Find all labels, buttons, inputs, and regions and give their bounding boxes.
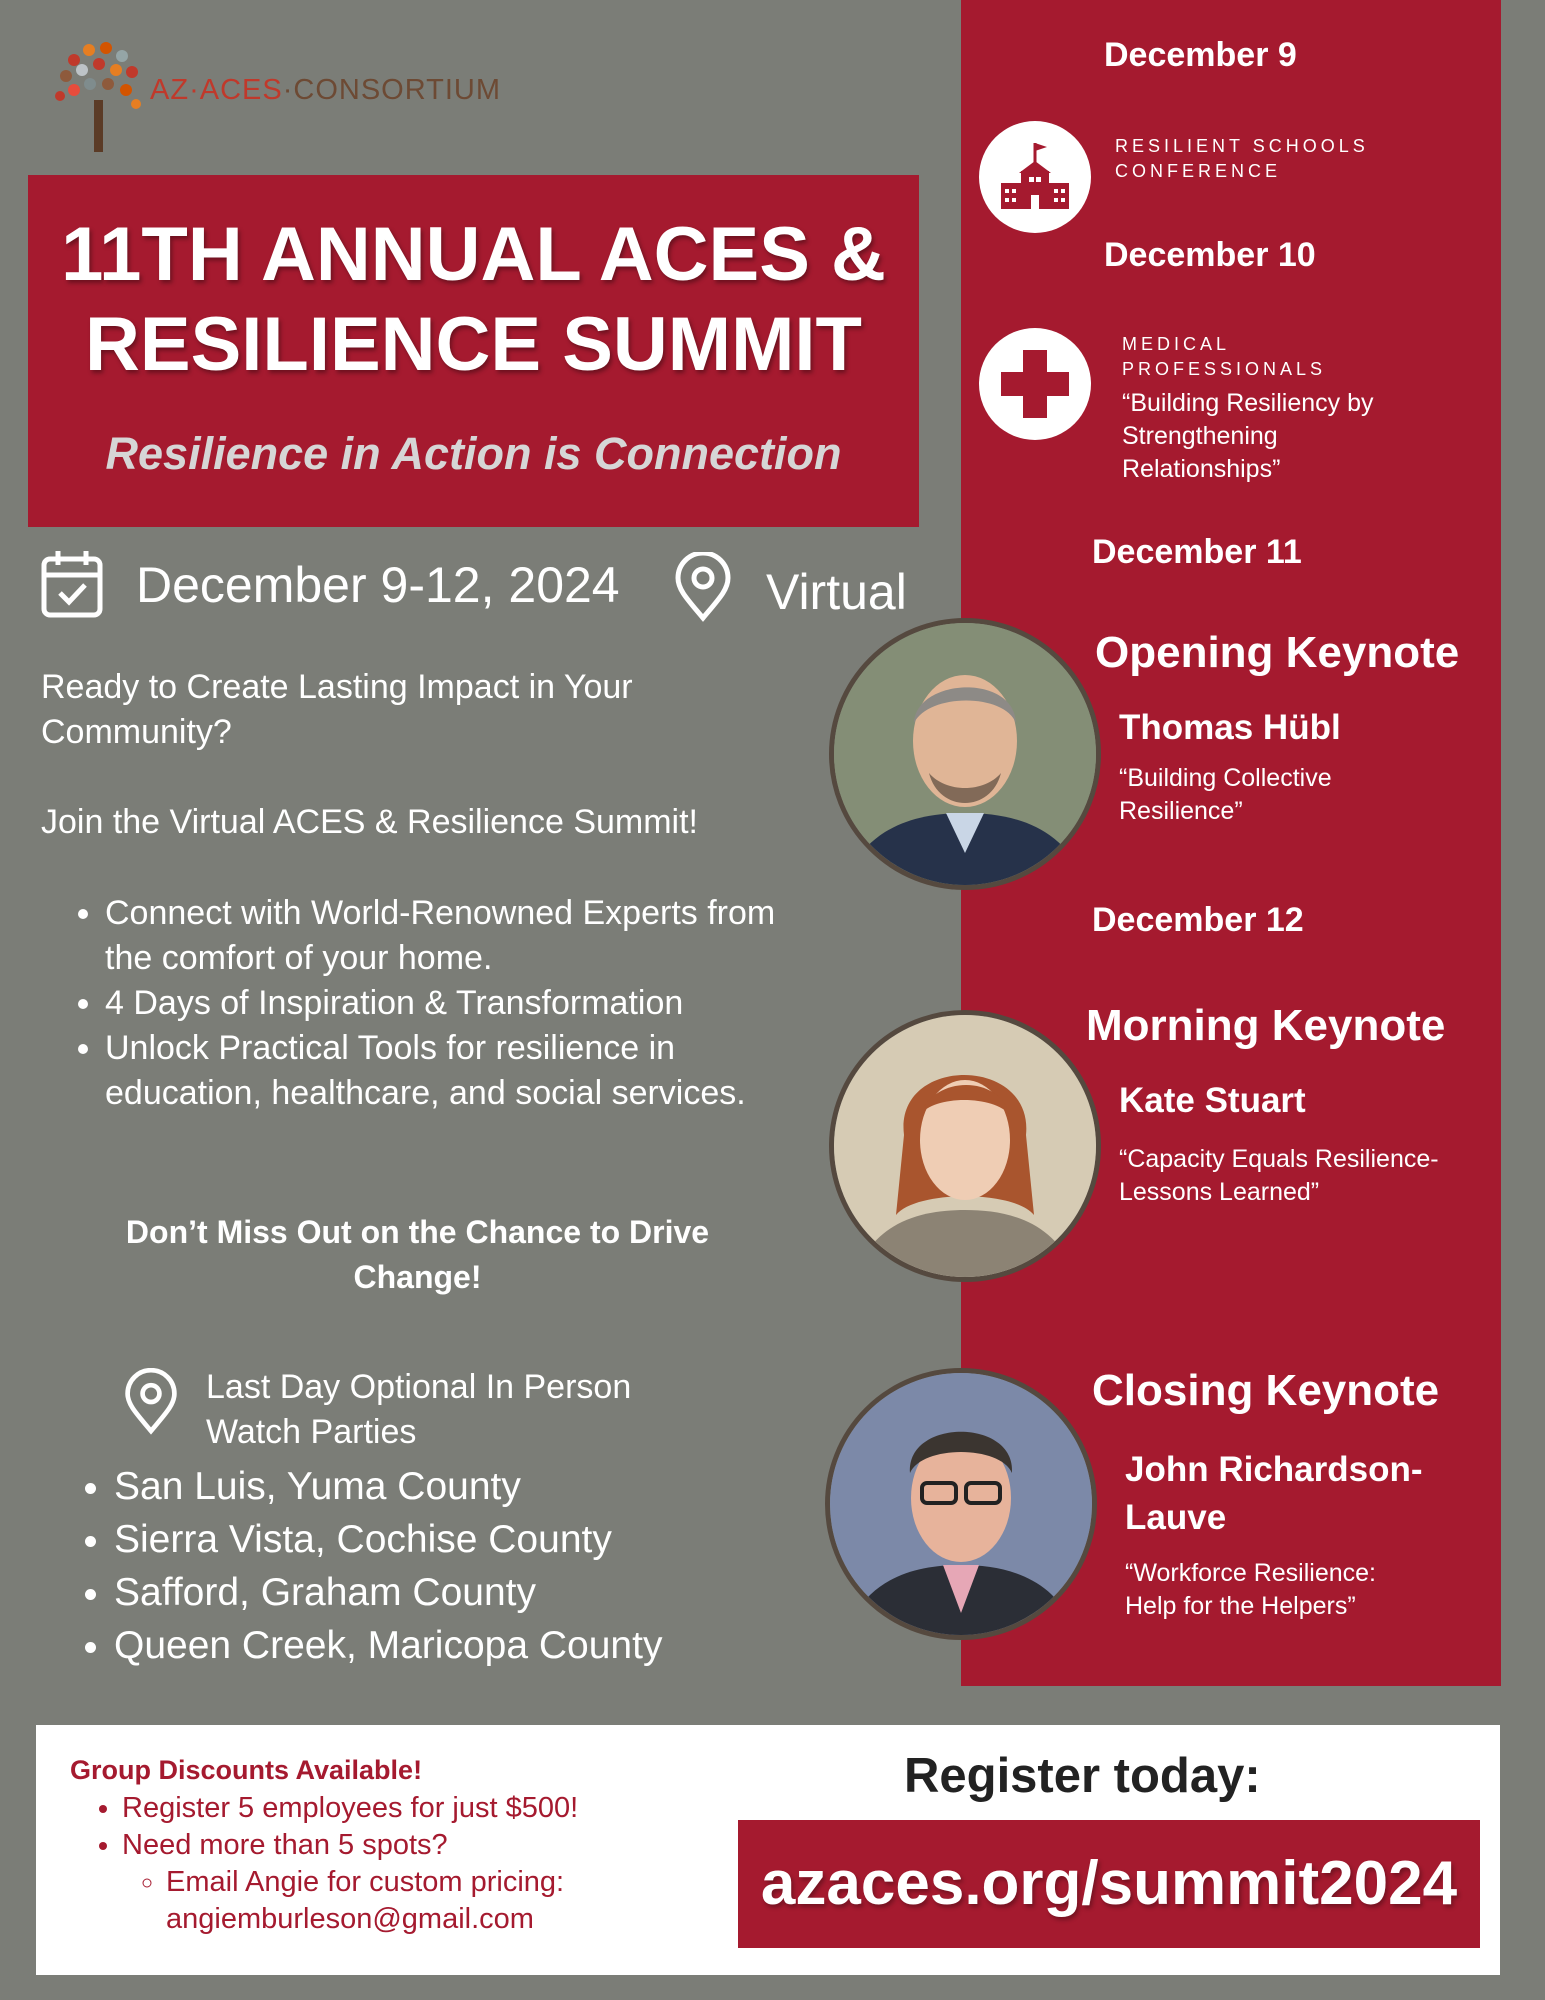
- day-1-line-1: RESILIENT SCHOOLS: [1115, 136, 1369, 156]
- day-1-line-2: CONFERENCE: [1115, 161, 1282, 181]
- list-item: • Register 5 employees for just $500!: [122, 1790, 742, 1827]
- closing-keynote-speaker: John Richardson-Lauve: [1125, 1450, 1423, 1537]
- day-3-date: December 11: [1092, 533, 1302, 571]
- logo-dot: ·: [189, 74, 200, 106]
- event-dates: December 9-12, 2024: [136, 557, 620, 613]
- cta-text: Don’t Miss Out on the Chance to Drive Change!: [125, 1214, 710, 1295]
- day-2-event: [1122, 332, 1326, 382]
- watch-party-locations: [70, 1460, 834, 1672]
- list-item: [122, 1827, 742, 1938]
- page-title: [28, 210, 919, 390]
- speaker-photo-kate: [834, 1015, 1096, 1277]
- day-2-line-1: MEDICAL: [1122, 334, 1231, 354]
- title-line-1: 11TH ANNUAL ACES &: [61, 212, 886, 297]
- group-discount-title: Group Discounts Available!: [70, 1755, 423, 1785]
- morning-keynote-quote: “Capacity Equals Resilience- Lessons Learned”: [1119, 1145, 1439, 1206]
- list-item: ◦ Email Angie for custom pricing: angiemburleson@gmail.com: [166, 1864, 742, 1938]
- tree-icon: [44, 40, 154, 155]
- list-item: • Safford, Graham County: [114, 1566, 834, 1619]
- register-label: Register today:: [904, 1749, 1261, 1803]
- logo-az: AZ: [150, 74, 190, 106]
- speaker-photo-john: [830, 1373, 1092, 1635]
- calendar-check-icon: [40, 549, 104, 619]
- day-1-event: [1115, 134, 1369, 184]
- logo-text: [150, 74, 501, 107]
- logo-consortium: CONSORTIUM: [293, 74, 502, 106]
- benefits-list: [60, 891, 825, 1116]
- day-1-date: December 9: [1104, 36, 1297, 74]
- opening-keynote-title: Opening Keynote: [1095, 628, 1460, 677]
- map-pin-icon: [122, 1368, 180, 1436]
- avatar: [829, 1010, 1101, 1282]
- list-item: • 4 Days of Inspiration & Transformation: [105, 981, 825, 1026]
- avatar: [825, 1368, 1097, 1640]
- closing-keynote-quote: “Workforce Resilience: Help for the Helpers”: [1125, 1559, 1377, 1620]
- register-link[interactable]: azaces.org/summit2024: [760, 1849, 1458, 1918]
- map-pin-icon: [672, 552, 734, 622]
- intro-text: Ready to Create Lasting Impact in Your Community?: [41, 668, 633, 751]
- morning-keynote-speaker: Kate Stuart: [1119, 1081, 1306, 1120]
- group-discount-sublist: [122, 1864, 742, 1938]
- list-item: • Sierra Vista, Cochise County: [114, 1513, 834, 1566]
- school-icon-circle: [979, 121, 1091, 233]
- event-location: Virtual: [766, 564, 907, 620]
- speaker-photo-thomas: [834, 623, 1096, 885]
- logo-aces: ACES: [199, 74, 283, 106]
- opening-keynote-speaker: Thomas Hübl: [1119, 708, 1341, 747]
- closing-keynote-title: Closing Keynote: [1092, 1366, 1440, 1415]
- medical-icon-circle: [979, 328, 1091, 440]
- avatar: [829, 618, 1101, 890]
- day-2-date: December 10: [1104, 236, 1316, 274]
- morning-keynote-title: Morning Keynote: [1086, 1001, 1446, 1050]
- day-2-line-2: PROFESSIONALS: [1122, 359, 1327, 379]
- list-item: • Unlock Practical Tools for resilience in education, healthcare, and social services.: [105, 1026, 825, 1116]
- day-2-quote: “Building Resiliency by Strengthening Relationships”: [1122, 389, 1374, 483]
- title-line-2: RESILIENCE SUMMIT: [85, 302, 862, 387]
- group-discount-list: [80, 1790, 742, 1938]
- page-subtitle: Resilience in Action is Connection: [105, 428, 842, 479]
- list-item: • Queen Creek, Maricopa County: [114, 1619, 834, 1672]
- logo-dot: ·: [282, 74, 294, 106]
- day-4-date: December 12: [1092, 901, 1304, 939]
- list-item: • San Luis, Yuma County: [114, 1460, 834, 1513]
- school-icon: [979, 121, 1091, 233]
- list-item-text: Need more than 5 spots?: [122, 1829, 448, 1861]
- opening-keynote-quote: “Building Collective Resilience”: [1119, 764, 1332, 825]
- join-text: Join the Virtual ACES & Resilience Summit!: [41, 803, 698, 841]
- list-item: • Connect with World-Renowned Experts from the comfort of your home.: [105, 891, 825, 981]
- watch-parties-text: Last Day Optional In Person Watch Parties: [206, 1368, 632, 1451]
- medical-cross-icon: [979, 328, 1091, 440]
